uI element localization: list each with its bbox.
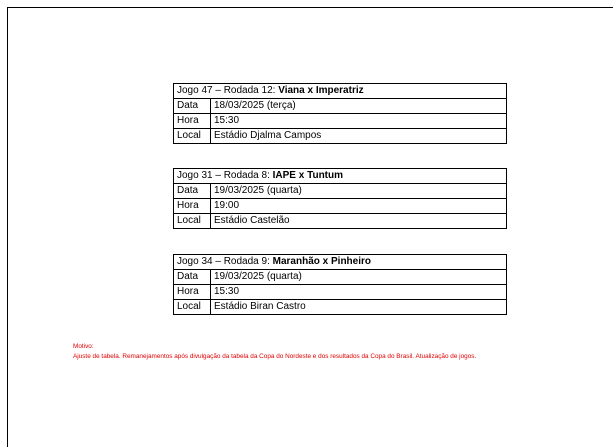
match-table-jogo-47 xyxy=(173,83,507,144)
date-row xyxy=(174,184,507,199)
venue-label: Local xyxy=(174,129,211,144)
time-row xyxy=(174,285,507,300)
match-number-round: Jogo 31 – Rodada 8: xyxy=(177,170,273,181)
match-table-jogo-31 xyxy=(173,168,507,229)
date-label: Data xyxy=(174,184,211,199)
match-table-jogo-34 xyxy=(173,254,507,315)
reason-text: Ajuste de tabela. Remanejamentos após divulgação da tabela da Copa do Nordeste e dos resultados da Copa do Brasil. Atualização de jogos. xyxy=(73,353,477,360)
match-header-row xyxy=(174,84,507,99)
venue-value: Estádio Castelão xyxy=(211,214,507,229)
match-header xyxy=(174,84,507,99)
reason-title: Motivo: xyxy=(73,343,94,350)
date-value: 19/03/2025 (quarta) xyxy=(211,184,507,199)
time-value: 15:30 xyxy=(211,285,507,300)
venue-label: Local xyxy=(174,300,211,315)
time-label: Hora xyxy=(174,114,211,129)
date-row xyxy=(174,99,507,114)
venue-value: Estádio Biran Castro xyxy=(211,300,507,315)
match-teams: Maranhão x Pinheiro xyxy=(272,256,371,267)
match-header-row xyxy=(174,169,507,184)
time-value: 15:30 xyxy=(211,114,507,129)
venue-row xyxy=(174,214,507,229)
match-teams: IAPE x Tuntum xyxy=(272,170,344,181)
venue-value: Estádio Djalma Campos xyxy=(211,129,507,144)
match-header xyxy=(174,169,507,184)
date-value: 18/03/2025 (terça) xyxy=(211,99,507,114)
date-label: Data xyxy=(174,270,211,285)
match-header-row xyxy=(174,255,507,270)
date-label: Data xyxy=(174,99,211,114)
time-row xyxy=(174,199,507,214)
match-number-round: Jogo 34 – Rodada 9: xyxy=(177,256,273,267)
match-number-round: Jogo 47 – Rodada 12: xyxy=(177,85,279,96)
reason-note xyxy=(73,342,476,362)
venue-label: Local xyxy=(174,214,211,229)
time-row xyxy=(174,114,507,129)
match-teams: Viana x Imperatriz xyxy=(278,85,364,96)
match-header xyxy=(174,255,507,270)
date-row xyxy=(174,270,507,285)
time-label: Hora xyxy=(174,199,211,214)
time-value: 19:00 xyxy=(211,199,507,214)
venue-row xyxy=(174,129,507,144)
time-label: Hora xyxy=(174,285,211,300)
date-value: 19/03/2025 (quarta) xyxy=(211,270,507,285)
venue-row xyxy=(174,300,507,315)
